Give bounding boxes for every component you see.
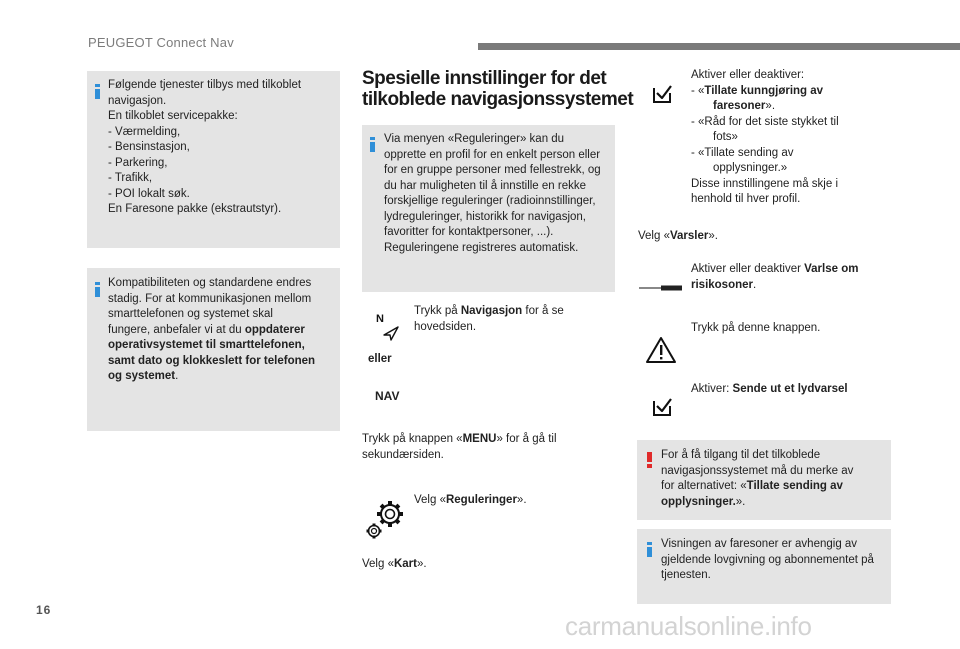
navigation-arrow-icon bbox=[376, 311, 402, 341]
text-line: - Trafikk, bbox=[108, 172, 153, 184]
text-segment: Velg « bbox=[638, 230, 670, 242]
eller-label: eller bbox=[368, 353, 392, 365]
warning-triangle-icon bbox=[645, 336, 677, 364]
page-header-title: PEUGEOT Connect Nav bbox=[88, 35, 234, 50]
text-segment: Aktiver eller deaktiver bbox=[691, 263, 805, 275]
text-line bbox=[691, 84, 839, 100]
text-line: for en gruppe personer med fellestrekk, og bbox=[384, 164, 601, 176]
text-line: Aktiver eller deaktiver: bbox=[691, 69, 805, 81]
text-line: fots» bbox=[713, 131, 738, 143]
text-line: sekundærsiden. bbox=[362, 448, 444, 461]
warning-box-access-text bbox=[661, 448, 853, 510]
step-risikosoner bbox=[691, 262, 858, 293]
text-line bbox=[691, 262, 858, 278]
text-line bbox=[691, 99, 839, 115]
text-line: hovedsiden. bbox=[414, 320, 477, 333]
info-box-services bbox=[87, 71, 340, 248]
bold-text: risikosoner bbox=[691, 278, 753, 291]
text-segment: ». bbox=[417, 558, 427, 570]
text-line: opplysninger.» bbox=[713, 162, 788, 174]
text-line: stadig. For at kommunikasjonen mellom bbox=[108, 292, 312, 305]
step-menu bbox=[362, 432, 557, 463]
text-line: - «Tillate sending av bbox=[691, 146, 794, 159]
settings-gears-icon bbox=[365, 498, 407, 540]
text-line: Visningen av faresoner er avhengig av bbox=[661, 538, 858, 550]
page-number: 16 bbox=[36, 603, 52, 617]
text-line bbox=[108, 323, 315, 339]
text-line: forskjellige reguleringer (radioinnstillinger, bbox=[384, 195, 596, 207]
step-kart bbox=[362, 557, 427, 573]
info-box-faresoner bbox=[637, 529, 891, 604]
text-line: Disse innstillingene må skje i bbox=[691, 177, 839, 190]
info-box-faresoner-text bbox=[661, 537, 874, 584]
info-icon bbox=[370, 137, 375, 151]
text-segment: Trykk på bbox=[414, 305, 461, 317]
text-segment: Trykk på knappen « bbox=[362, 433, 463, 445]
section-title bbox=[362, 68, 633, 110]
bold-text: opplysninger. bbox=[661, 495, 736, 508]
step-press-button: Trykk på denne knappen. bbox=[691, 322, 821, 334]
step-lydvarsel bbox=[691, 382, 848, 398]
text-line: - Parkering, bbox=[108, 156, 168, 169]
bold-text: faresoner bbox=[713, 100, 766, 112]
text-line bbox=[661, 495, 853, 511]
title-line: Spesielle innstillinger for det bbox=[362, 68, 607, 89]
text-segment: ». bbox=[765, 100, 776, 112]
text-line: Følgende tjenester tilbys med tilkoblet bbox=[108, 79, 302, 91]
info-box-reguleringer-text bbox=[384, 132, 601, 256]
text-segment: fungere, anbefaler vi at du bbox=[108, 323, 245, 336]
bold-text: Tillate kunngjøring av bbox=[704, 84, 824, 97]
bold-text: og systemet bbox=[108, 370, 176, 382]
bold-text: samt dato og klokkeslett for telefonen bbox=[108, 354, 316, 367]
text-segment: » for å gå til bbox=[496, 433, 557, 445]
text-line: du har muligheten til å innstille en rekke bbox=[384, 179, 587, 192]
nav-label: NAV bbox=[375, 389, 400, 403]
text-segment: - « bbox=[691, 84, 705, 97]
info-box-reguleringer bbox=[362, 125, 615, 292]
bold-text: Navigasjon bbox=[460, 305, 523, 317]
text-line: tjenesten. bbox=[661, 569, 711, 581]
title-line: tilkoblede navigasjonssystemet bbox=[362, 89, 634, 110]
text-segment: Aktiver: bbox=[691, 383, 733, 395]
text-line: For å få tilgang til det tilkoblede bbox=[661, 449, 821, 461]
text-line bbox=[362, 432, 557, 448]
warning-box-access bbox=[637, 440, 891, 520]
bold-text: operativsystemet til smarttelefonen, bbox=[108, 339, 305, 351]
header-bar bbox=[478, 43, 960, 50]
bold-text: oppdaterer bbox=[244, 323, 305, 336]
text-segment: ». bbox=[708, 230, 718, 242]
text-segment: for å se bbox=[522, 305, 564, 317]
step-varsler bbox=[638, 229, 718, 245]
text-line: En tilkoblet servicepakke: bbox=[108, 110, 238, 122]
step-navigasjon bbox=[414, 304, 564, 335]
text-segment: Velg « bbox=[414, 494, 446, 506]
text-segment: ». bbox=[735, 495, 746, 508]
watermark-text: carmanualsonline.info bbox=[565, 611, 812, 641]
text-segment: for alternativet: « bbox=[661, 480, 747, 492]
bold-text: Reguleringer bbox=[445, 494, 517, 506]
text-segment: ». bbox=[516, 494, 527, 506]
step-reguleringer bbox=[414, 493, 527, 509]
text-line bbox=[691, 278, 858, 294]
info-icon bbox=[647, 542, 652, 556]
text-line: - Bensinstasjon, bbox=[108, 141, 190, 153]
info-box-compatibility-text bbox=[108, 276, 315, 385]
text-segment: . bbox=[753, 278, 757, 291]
text-line: - POI lokalt søk. bbox=[108, 187, 190, 200]
info-box-compatibility bbox=[87, 268, 340, 431]
text-line: Via menyen «Reguleringer» kan du bbox=[384, 133, 565, 145]
aktiver-deaktiver-block bbox=[691, 68, 839, 208]
text-line: Kompatibiliteten og standardene endres bbox=[108, 277, 312, 289]
bold-text: Varlse om bbox=[804, 263, 859, 275]
text-line: favoritter for kontaktpersoner, ...). bbox=[384, 226, 554, 238]
warning-icon bbox=[647, 452, 652, 468]
text-line: gjeldende lovgivning og abonnementet på bbox=[661, 553, 874, 566]
toggle-slider-icon bbox=[637, 281, 683, 293]
text-line: smarttelefonen og systemet skal bbox=[108, 308, 273, 320]
bold-text: MENU bbox=[462, 433, 497, 445]
text-line bbox=[108, 369, 315, 385]
info-icon bbox=[95, 84, 100, 98]
text-line: lydreguleringer, historikk for navigasjon, bbox=[384, 210, 586, 223]
text-segment: . bbox=[175, 370, 179, 382]
text-line: En Faresone pakke (ekstrautstyr). bbox=[108, 203, 282, 215]
text-line: navigasjon. bbox=[108, 94, 167, 107]
bold-text: Tillate sending av bbox=[746, 480, 843, 492]
checkbox-check-icon bbox=[652, 397, 672, 417]
text-line: Reguleringene registreres automatisk. bbox=[384, 241, 579, 254]
text-line bbox=[661, 479, 853, 495]
bold-text: Varsler bbox=[669, 230, 709, 242]
text-line: opprette en profil for en enkelt person eller bbox=[384, 148, 601, 161]
text-line: henhold til hver profil. bbox=[691, 193, 801, 205]
info-box-services-text bbox=[108, 78, 301, 218]
text-line: - Værmelding, bbox=[108, 125, 181, 138]
info-icon bbox=[95, 282, 100, 296]
bold-text: Kart bbox=[393, 558, 417, 570]
text-line bbox=[414, 304, 564, 320]
nav-icon-letter: N bbox=[376, 313, 384, 325]
text-line: - «Råd for det siste stykket til bbox=[691, 115, 839, 128]
checkbox-check-icon bbox=[652, 84, 672, 104]
bold-text: Sende ut et lydvarsel bbox=[732, 383, 848, 395]
text-segment: Velg « bbox=[362, 558, 394, 570]
text-line: navigasjonssystemet må du merke av bbox=[661, 464, 854, 477]
